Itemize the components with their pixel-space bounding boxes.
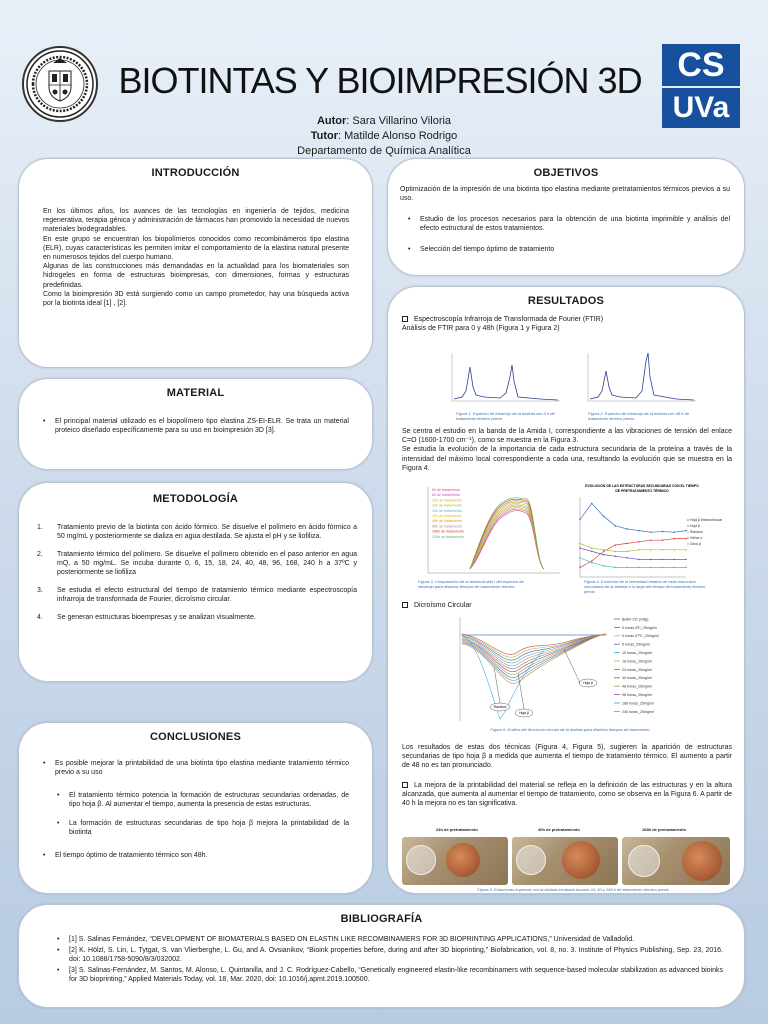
legend-entry: Hélice α bbox=[690, 536, 703, 540]
data-point bbox=[615, 555, 617, 557]
conclusiones-title: CONCLUSIONES bbox=[149, 731, 242, 743]
structure-evolution-figure bbox=[558, 481, 736, 589]
legend-entry: 6 horas_25mg/ml bbox=[622, 642, 650, 647]
data-point bbox=[650, 539, 652, 541]
data-point bbox=[579, 519, 581, 521]
annotation-label: Random bbox=[493, 705, 507, 710]
data-point bbox=[591, 562, 593, 564]
figure-4-caption: Figura 4. Evolución de la intensidad relativa de cada estructura secundaria de la biotinta a lo largo del tiempo de tratamiento térmico previo bbox=[584, 579, 706, 594]
metodologia-list bbox=[29, 523, 357, 631]
legend-entry: 24h de tratamiento bbox=[432, 508, 462, 513]
objetivos-title: OBJETIVOS bbox=[533, 167, 599, 179]
list-item bbox=[29, 586, 357, 604]
data-point bbox=[662, 567, 664, 569]
list-item: • Es posible mejorar la printabilidad de una biotinta tipo elastina mediante tratamiento térmico previo a su uso bbox=[39, 759, 349, 777]
authors-block bbox=[200, 114, 568, 159]
results-paragraph-4: La mejora de la printabilidad del material se refleja en la definición de las estructuras y en la altura alcanzada, que aumenta al aumentar el tiempo de tratamiento, como se observa en la Figura 6. A partir de 40 h la mejora no es tan significativa. bbox=[402, 782, 732, 808]
introduccion-title: INTRODUCCIÓN bbox=[151, 167, 240, 179]
resultados-section bbox=[387, 286, 745, 894]
checkbox-icon bbox=[402, 602, 408, 608]
legend-entry: 6h de tratamiento bbox=[432, 493, 460, 498]
bibliografia-section bbox=[18, 904, 745, 1008]
legend-entry: 240h de tratamiento bbox=[432, 534, 464, 539]
data-point bbox=[579, 543, 581, 545]
legend-entry: 96 horas_25mg/ml bbox=[622, 693, 652, 697]
chart-title-cont: DE PRETRATAMIENTO TÉRMICO bbox=[615, 489, 669, 493]
list-item: • [3] S. Salinas-Fernández, M. Santos, M. Alonso, L. Quintanilla, and J. C. Rodríguez-Cabello, “Genetically engineered elastin-like recombinamers with sequence-based molecular stabilization as advanced bioinks for 3D bioprinting,” Applied Materials Today, vol. 18, Mar. 2020, doi: 10.1016/j.apmt.2019.100500. bbox=[53, 966, 723, 984]
conclusiones-section bbox=[18, 722, 373, 894]
data-point bbox=[662, 559, 664, 561]
objetivos-intro: Optimización de la impresión de una biotinta tipo elastina mediante pretratamientos térmicos previos a su uso. bbox=[400, 186, 730, 203]
printed-structure bbox=[562, 841, 600, 879]
amida-paragraph-2: Se estudia la evolución de la importancia de cada estructura secundaria de la proteína a través de la intensidad del máximo local correspondiente a cada una, resultando la evolución que se muestra en la Figura 4. bbox=[402, 446, 732, 472]
printed-structure bbox=[682, 841, 722, 881]
series-line bbox=[580, 543, 686, 551]
amida-paragraph-1: Se centra el estudio en la banda de la Amida I, correspondiente a las vibraciones de tensión del enlace C=O (1600-1700 cm⁻¹), como se muestra en la Figura 3. bbox=[402, 428, 732, 445]
figure-3-caption: Figura 3. Comparación de la banda Amida I del espectro de infrarrojo para distintos tiempos de tratamiento térmico bbox=[418, 579, 524, 589]
data-point bbox=[603, 554, 605, 556]
data-point bbox=[603, 515, 605, 517]
step-number: 3. bbox=[37, 587, 43, 594]
data-point bbox=[638, 567, 640, 569]
series-line bbox=[470, 503, 544, 569]
step-text: Tratamiento previo de la biotinta con ácido fórmico. Se disuelve el polímero en ácido fórmico a 50 mg/mL y posteriormente se dializa en agua destilada. Se ajusta el pH y se liofiliza. bbox=[57, 524, 357, 540]
legend-entry: 48 horas_25mg/ml bbox=[622, 684, 652, 689]
data-point bbox=[615, 525, 617, 527]
petri-dish bbox=[516, 845, 546, 875]
list-item: • [2] K. Hölzl, S. Lin, L. Tytgat, S. van Vlierberghe, L. Gu, and A. Ovsianikov, “Bioink properties before, during and after 3D bioprinting,” Biofabrication, vol. 8, no. 3. Institute of Physics Publishing, Sep. 23, 2016. doi: 10.1088/1758-5090/8/3/032002. bbox=[53, 946, 723, 964]
data-point bbox=[673, 567, 675, 569]
legend-entry: 168 horas_25mg/ml bbox=[622, 701, 654, 706]
metodologia-title: METODOLOGÍA bbox=[152, 493, 239, 505]
series-line bbox=[580, 503, 686, 532]
metodologia-section bbox=[18, 482, 373, 682]
circular-dichroism-figure bbox=[448, 613, 688, 727]
intro-paragraph: En este grupo se encuentran los biopolímeros conocidos como recombinámeros tipo elastina (ELR), cuyas características les permiten imitar el comportamiento de la elastina natural presente en numerosos tejidos del cuerpo humano. bbox=[43, 235, 349, 262]
material-section bbox=[18, 378, 373, 470]
list-item: • Selección del tiempo óptimo de tratamiento bbox=[404, 245, 730, 254]
data-point bbox=[662, 549, 664, 551]
data-point bbox=[603, 549, 605, 551]
print-photo-168h bbox=[622, 837, 730, 885]
bibliografia-title: BIBLIOGRAFÍA bbox=[340, 913, 423, 925]
legend-entry: 18h de tratamiento bbox=[432, 503, 462, 508]
objetivos-section bbox=[387, 158, 745, 276]
data-point bbox=[673, 538, 675, 540]
series-line bbox=[470, 498, 544, 569]
legend-entry: 24 horas_25mg/ml bbox=[622, 667, 652, 672]
photo-label: 40h de pretratamiento bbox=[538, 827, 580, 832]
author-line bbox=[200, 114, 568, 129]
list-item bbox=[29, 523, 357, 541]
ftir-heading bbox=[402, 315, 732, 324]
tutor-line bbox=[200, 129, 568, 144]
data-point bbox=[579, 567, 581, 569]
series-line bbox=[470, 505, 544, 569]
series-line bbox=[470, 506, 544, 569]
logo-uva-text: UVa bbox=[662, 88, 740, 128]
data-point bbox=[638, 559, 640, 561]
figure-1-caption: Figura 1. Espectro de infrarrojo de la biotinta con 0 h de tratamiento térmico previo bbox=[456, 411, 555, 421]
list-item: • El principal material utilizado es el biopolímero tipo elastina ZS-EI-ELR. Se trata un material proteico diseñado específicamente para su uso en bioimpresión 3D [3]. bbox=[39, 417, 349, 435]
data-point bbox=[591, 551, 593, 553]
series-line bbox=[580, 539, 686, 568]
print-photo-24h bbox=[402, 837, 508, 885]
data-point bbox=[650, 559, 652, 561]
amida-band-figure bbox=[410, 481, 570, 589]
print-photo-40h bbox=[512, 837, 618, 885]
checkbox-icon bbox=[402, 782, 408, 788]
legend-entry: 0 horas 37ºC_25mg/ml bbox=[622, 634, 659, 639]
legend-entry: 15h de tratamiento bbox=[432, 498, 462, 503]
data-point bbox=[615, 567, 617, 569]
data-point bbox=[673, 559, 675, 561]
photo-label: 168h de pretratamiento bbox=[642, 827, 687, 832]
legend-entry: 240 horas_25mg/ml bbox=[622, 709, 654, 714]
data-point bbox=[615, 544, 617, 546]
dc-heading bbox=[402, 601, 732, 610]
step-number: 2. bbox=[37, 551, 43, 558]
figure-2-caption: Figura 2. Espectro de infrarrojo de la biotinta con 48 h de tratamiento térmico previo bbox=[588, 411, 689, 421]
intro-paragraph: Algunas de las construcciones más demandadas en la actualidad para los biomateriales son hidrogeles en forma de estructuras bioimpresas, con dimensiones, formas y estructuras predefinidas. bbox=[43, 263, 349, 289]
list-item bbox=[29, 550, 357, 577]
amida-text bbox=[402, 427, 732, 473]
list-item: • [1] S. Salinas Fernández, “DEVELOPMENT OF BIOMATERIALS BASED ON ELASTIN LIKE RECOMBINAMERS FOR 3D BIOPRINTING APPLICATIONS,” Universidad de Valladolid. bbox=[53, 935, 723, 944]
legend-entry: 48h de tratamiento bbox=[432, 519, 462, 524]
conclusiones-list bbox=[39, 759, 349, 783]
step-number: 1. bbox=[37, 524, 43, 531]
petri-dish bbox=[628, 845, 660, 877]
data-point bbox=[591, 547, 593, 549]
series-line bbox=[470, 499, 544, 569]
conclusiones-sublist bbox=[53, 791, 349, 843]
data-point bbox=[638, 541, 640, 543]
data-point bbox=[579, 557, 581, 559]
list-item: • El tiempo óptimo de tratamiento térmico son 48h. bbox=[39, 851, 349, 860]
results-paragraph-3: Los resultados de estas dos técnicas (Figura 4, Figura 5), sugieren la aparición de estructuras secundarias de tipo hoja β a medida que aumenta el tiempo de tratamiento térmico. El aumento a partir de 48 no es tan pronunciado. bbox=[402, 744, 732, 770]
logo-cs-text: CS bbox=[662, 44, 740, 86]
data-point bbox=[685, 549, 687, 551]
step-number: 4. bbox=[37, 614, 43, 621]
data-point bbox=[579, 547, 581, 549]
dc-heading-text: Dicroísmo Circular bbox=[414, 602, 472, 609]
legend-entry: 96h de tratamiento bbox=[432, 524, 462, 529]
data-point bbox=[591, 503, 593, 505]
annotation-label: Hoja β bbox=[519, 711, 529, 716]
introduccion-section bbox=[18, 158, 373, 368]
figure-5-caption: Figura 5. Gráfico del dicroísmo circular de la biotinta para distintos tiempos de tratamiento bbox=[490, 727, 650, 732]
annotation-label: Hoja β bbox=[583, 681, 593, 686]
photo-label: 24h de pretratamiento bbox=[436, 827, 478, 832]
ftir-subheading: Análisis de FTIR para 0 y 48h (Figura 1 y Figura 2) bbox=[402, 325, 560, 333]
results-paragraph-4-block bbox=[402, 781, 732, 809]
material-title: MATERIAL bbox=[166, 387, 225, 399]
data-point bbox=[603, 565, 605, 567]
bibliografia-list bbox=[53, 935, 723, 990]
ftir-heading-text: Espectroscopía Infrarroja de Transformada de Fourier (FTIR) bbox=[414, 316, 604, 323]
figure-6-caption: Figura 6. Estructuras impresas con la biotinta incubada durante 24, 40 y 168 h de tratamiento térmico previo bbox=[477, 887, 669, 892]
ftir-heading-block bbox=[402, 315, 732, 333]
poster-title: BIOTINTAS Y BIOIMPRESIÓN 3D bbox=[118, 60, 642, 101]
tutor-label: Tutor bbox=[310, 130, 339, 142]
data-point bbox=[603, 551, 605, 553]
list-item bbox=[29, 613, 357, 622]
data-point bbox=[626, 528, 628, 530]
annotation-arrow bbox=[564, 649, 580, 683]
legend-entry: 40 horas_25mg/ml bbox=[622, 676, 652, 681]
legend-entry: 168h de tratamiento bbox=[432, 529, 464, 534]
intro-paragraph: En los últimos años, los avances de las tecnologías en ingeniería de tejidos, medicina regenerativa, terapia génica y administración de fármacos han promovido la necesidad de nuevos materiales biodegradables. bbox=[43, 208, 349, 234]
list-item: • El tratamiento térmico potencia la formación de estructuras secundarias ordenadas, de tipo hoja β. Al aumentar el tiempo, aumenta la presencia de estas estructuras. bbox=[53, 791, 349, 809]
cs-uva-logo bbox=[662, 44, 740, 128]
tutor-name: : Matilde Alonso Rodrigo bbox=[338, 130, 458, 142]
ftir-figure-1 bbox=[452, 353, 560, 401]
resultados-title: RESULTADOS bbox=[527, 295, 605, 307]
data-point bbox=[685, 559, 687, 561]
chart-title: EVOLUCIÓN DE LAS ESTRUCTURAS SECUNDARIAS CON EL TIEMPO bbox=[585, 484, 699, 488]
legend-entry: 15 horas_25mg/ml bbox=[622, 651, 652, 655]
data-point bbox=[673, 549, 675, 551]
data-point bbox=[626, 557, 628, 559]
data-point bbox=[662, 539, 664, 541]
intro-paragraph: Como la bioimpresión 3D está surgiendo como un campo prometedor, hay una búsqueda activa por la biotinta ideal [1] , [2]. bbox=[43, 290, 349, 308]
legend-entry: 0h de tratamiento bbox=[432, 488, 460, 492]
legend-entry: Hoja β intramolecular bbox=[690, 518, 723, 522]
legend-entry: 0 horas 4ºC_25mg/ml bbox=[622, 625, 657, 630]
data-point bbox=[638, 530, 640, 532]
data-point bbox=[650, 567, 652, 569]
material-list bbox=[39, 417, 349, 441]
data-point bbox=[662, 531, 664, 533]
data-point bbox=[685, 567, 687, 569]
data-point bbox=[685, 538, 687, 540]
checkbox-icon bbox=[402, 316, 408, 322]
legend-entry: Giros β bbox=[690, 542, 701, 546]
conclusiones-list-2 bbox=[39, 851, 349, 866]
introduccion-text bbox=[43, 207, 349, 308]
university-seal-logo bbox=[22, 46, 98, 122]
author-label: Autor bbox=[316, 115, 347, 127]
data-point bbox=[615, 551, 617, 553]
data-point bbox=[650, 531, 652, 533]
list-item: • La formación de estructuras secundarias de tipo hoja β mejora la printabilidad de la biotinta bbox=[53, 819, 349, 837]
data-point bbox=[650, 549, 652, 551]
step-text: Tratamiento térmico del polímero. Se disuelve el polímero obtenido en el paso anterior en agua mQ, a 50 mg/mL. Se incuba durante 0, 6, 15, 18, 24, 40, 48, 96, 168, 240 h a 37ºC y posteriormente se liofiliza bbox=[57, 551, 357, 576]
step-text: Se generan estructuras bioempresas y se analizan visualmente. bbox=[57, 614, 256, 621]
step-text: Se estudia el efecto estructural del tiempo de tratamiento térmico mediante espectroscopía infrarroja de transformada de Fourier, dicroísmo circular. bbox=[57, 587, 357, 603]
petri-dish bbox=[406, 845, 436, 875]
data-point bbox=[685, 530, 687, 532]
data-point bbox=[591, 560, 593, 562]
legend-entry: Random bbox=[690, 530, 703, 534]
data-point bbox=[638, 549, 640, 551]
list-item: • Estudio de los procesos necesarios para la obtención de una biotinta imprimible y análisis del efecto estructural de estos tratamientos. bbox=[404, 215, 730, 233]
data-point bbox=[673, 531, 675, 533]
printed-structure bbox=[446, 843, 480, 877]
annotation-arrow bbox=[494, 667, 500, 703]
data-point bbox=[626, 567, 628, 569]
legend-entry: Buffer CD (milig) bbox=[622, 617, 649, 622]
data-point bbox=[626, 543, 628, 545]
data-point bbox=[626, 551, 628, 553]
author-name: : Sara Villarino Viloria bbox=[346, 115, 452, 127]
objetivos-list bbox=[404, 215, 730, 260]
legend-entry: Hoja β bbox=[690, 524, 700, 528]
legend-entry: 18 horas_25mg/ml bbox=[622, 659, 652, 664]
ftir-figure-2 bbox=[588, 353, 696, 401]
legend-entry: 40h de tratamiento bbox=[432, 514, 462, 518]
department: Departamento de Química Analítica bbox=[297, 145, 471, 157]
